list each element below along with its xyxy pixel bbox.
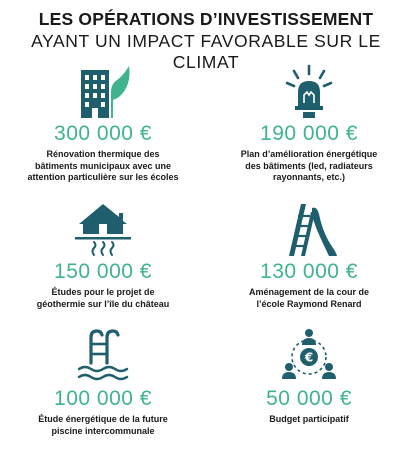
description: Rénovation thermique des bâtiments municipaux avec une attention particulière sur les écoles [27,149,179,182]
description: Étude énergétique de la future piscine intercommunale [38,414,168,436]
investment-item-thermal-renovation [0,62,206,184]
investment-item-geothermal-study [0,200,206,310]
page-subtitle: AYANT UN IMPACT FAVORABLE SUR LE CLIMAT [31,31,381,72]
description: Aménagement de la cour de l’école Raymond Renard [248,287,370,309]
investment-item-energy-plan [206,62,412,184]
description: Plan d’amélioration énergétique des bâtiments (led, radiateurs rayonnants, etc.) [240,149,378,182]
description: Budget participatif [269,414,349,424]
description: Études pour le projet de géothermie sur l’île du château [36,287,170,309]
svg-text:€: € [304,350,314,365]
amount: 150 000 € [54,260,152,283]
green-building-icon [73,62,133,120]
light-bulb-icon [279,62,339,120]
page-title: LES OPÉRATIONS D’INVESTISSEMENT [38,9,374,29]
amount: 50 000 € [266,387,352,410]
pool-ladder-icon [73,327,133,385]
geothermal-house-icon [73,200,133,258]
investment-item-participatory-budget [206,327,412,426]
amount: 190 000 € [260,122,358,145]
participatory-budget-icon [279,327,339,385]
investment-item-pool-study [0,327,206,437]
playground-slide-icon [279,200,339,258]
amount: 100 000 € [54,387,152,410]
investment-item-schoolyard [206,200,412,310]
amount: 130 000 € [260,260,358,283]
amount: 300 000 € [54,122,152,145]
